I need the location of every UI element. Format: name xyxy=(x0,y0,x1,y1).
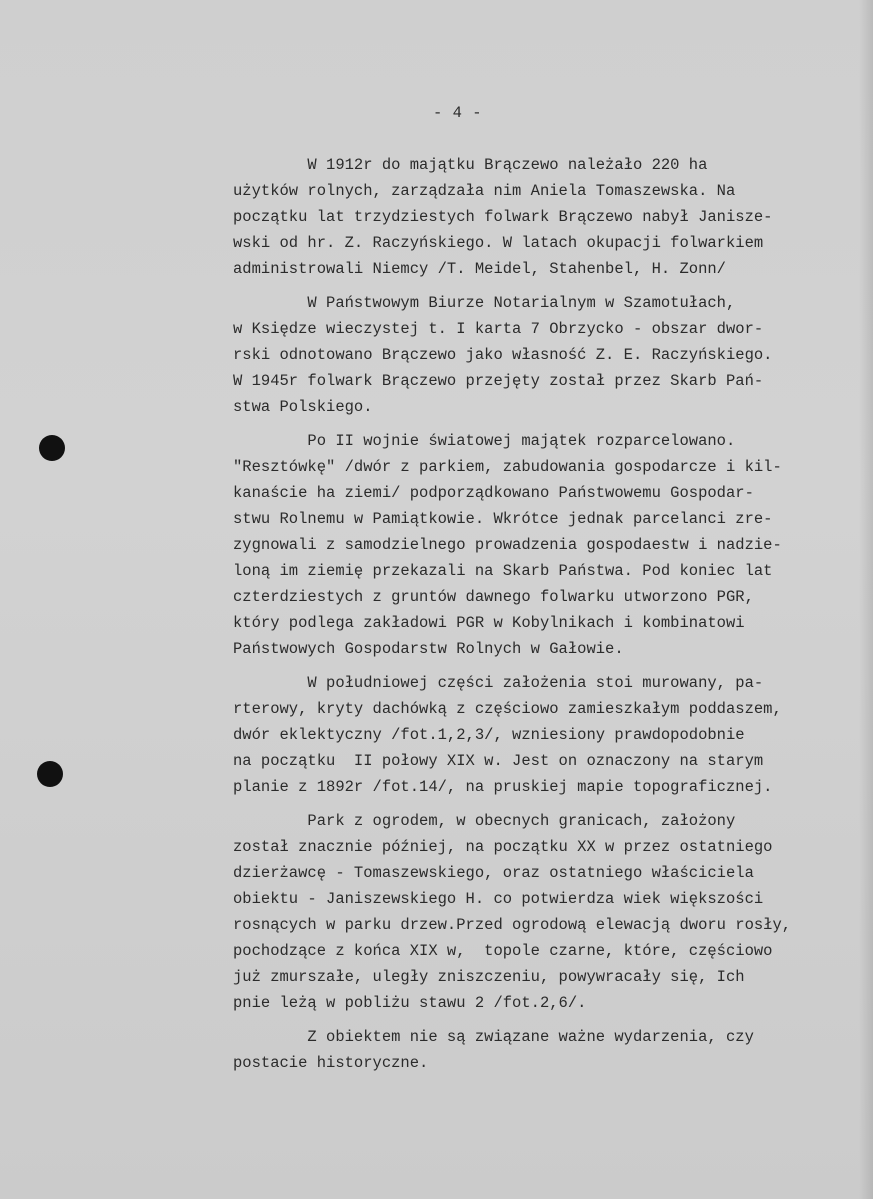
text-line: planie z 1892r /fot.14/, na pruskiej mapie topograficznej. xyxy=(233,778,773,796)
text-line: czterdziestych z gruntów dawnego folwarku utworzono PGR, xyxy=(233,588,754,606)
punch-hole xyxy=(37,761,63,787)
text-line: Z obiektem nie są związane ważne wydarzenia, czy xyxy=(233,1028,754,1046)
paragraph xyxy=(233,808,863,1016)
text-line: dwór eklektyczny /fot.1,2,3/, wzniesiony prawdopodobnie xyxy=(233,726,745,744)
text-line: na początku II połowy XIX w. Jest on oznaczony na starym xyxy=(233,752,764,770)
paragraph xyxy=(233,670,863,800)
text-line: stwu Rolnemu w Pamiątkowie. Wkrótce jednak parcelanci zre- xyxy=(233,510,773,528)
text-line: W południowej części założenia stoi murowany, pa- xyxy=(233,674,764,692)
text-line: obiektu - Janiszewskiego H. co potwierdza wiek większości xyxy=(233,890,764,908)
paragraph xyxy=(233,428,863,662)
text-line: początku lat trzydziestych folwark Brączewo nabył Janisze- xyxy=(233,208,773,226)
text-line: już zmurszałe, uległy zniszczeniu, powywracały się, Ich xyxy=(233,968,745,986)
text-line: został znacznie później, na początku XX w przez ostatniego xyxy=(233,838,773,856)
paragraph xyxy=(233,290,863,420)
text-line: stwa Polskiego. xyxy=(233,398,373,416)
paragraph xyxy=(233,1024,863,1076)
text-line: Park z ogrodem, w obecnych granicach, założony xyxy=(233,812,736,830)
text-line: W 1912r do majątku Brączewo należało 220 ha xyxy=(233,156,708,174)
text-line: rski odnotowano Brączewo jako własność Z. E. Raczyńskiego. xyxy=(233,346,773,364)
text-line: W Państwowym Biurze Notarialnym w Szamotułach, xyxy=(233,294,736,312)
text-line: Państwowych Gospodarstw Rolnych w Gałowie. xyxy=(233,640,624,658)
text-line: postacie historyczne. xyxy=(233,1054,429,1072)
text-line: Po II wojnie światowej majątek rozparcelowano. xyxy=(233,432,736,450)
text-line: rosnących w parku drzew.Przed ogrodową elewacją dworu rosły, xyxy=(233,916,792,934)
text-line: administrowali Niemcy /T. Meidel, Stahenbel, H. Zonn/ xyxy=(233,260,726,278)
paragraph xyxy=(233,152,863,282)
text-line: w Księdze wieczystej t. I karta 7 Obrzycko - obszar dwor- xyxy=(233,320,764,338)
text-line: zygnowali z samodzielnego prowadzenia gospodaestw i nadzie- xyxy=(233,536,782,554)
document-body xyxy=(233,152,863,1084)
text-line: "Resztówkę" /dwór z parkiem, zabudowania gospodarcze i kil- xyxy=(233,458,782,476)
text-line: kanaście ha ziemi/ podporządkowano Państwowemu Gospodar- xyxy=(233,484,754,502)
text-line: pnie leżą w pobliżu stawu 2 /fot.2,6/. xyxy=(233,994,587,1012)
text-line: który podlega zakładowi PGR w Kobylnikach i kombinatowi xyxy=(233,614,745,632)
text-line: użytków rolnych, zarządzała nim Aniela Tomaszewska. Na xyxy=(233,182,736,200)
text-line: dzierżawcę - Tomaszewskiego, oraz ostatniego właściciela xyxy=(233,864,754,882)
text-line: pochodzące z końca XIX w, topole czarne, które, częściowo xyxy=(233,942,773,960)
text-line: W 1945r folwark Brączewo przejęty został przez Skarb Pań- xyxy=(233,372,764,390)
text-line: wski od hr. Z. Raczyńskiego. W latach okupacji folwarkiem xyxy=(233,234,764,252)
text-line: loną im ziemię przekazali na Skarb Państwa. Pod koniec lat xyxy=(233,562,773,580)
text-line: rterowy, kryty dachówką z częściowo zamieszkałym poddaszem, xyxy=(233,700,782,718)
punch-hole xyxy=(39,435,65,461)
page-number: - 4 - xyxy=(433,104,483,122)
